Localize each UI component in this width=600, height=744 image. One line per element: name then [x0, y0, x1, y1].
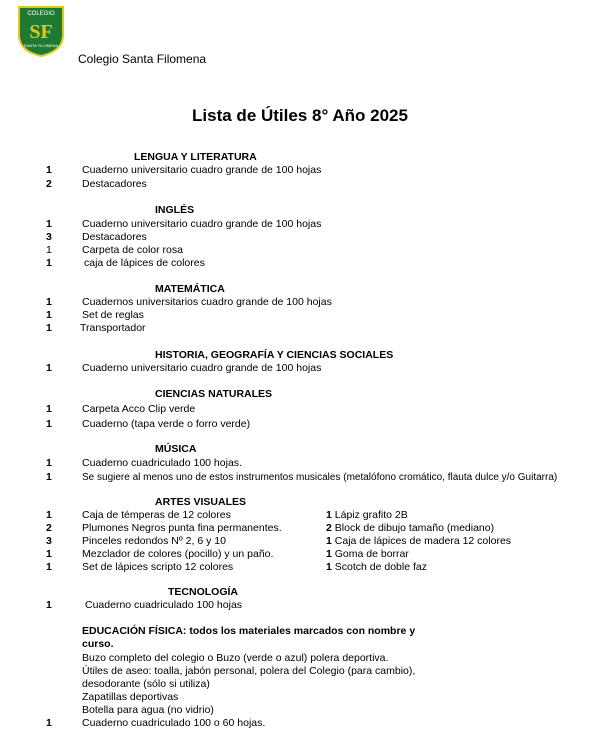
section-heading-ingles: INGLÉS	[155, 204, 195, 216]
list-item	[0, 717, 600, 730]
item-text: Caja de lápices de madera 12 colores	[334, 535, 512, 547]
logo-text-top: COLEGIO	[27, 11, 55, 17]
list-item	[0, 457, 600, 470]
page-title: Lista de Útiles 8° Año 2025	[192, 106, 408, 125]
item-qty: 1	[326, 548, 332, 560]
list-item	[0, 309, 600, 322]
item-text: Cuaderno cuadriculado 100 hojas	[85, 599, 243, 611]
section-heading-artes: ARTES VISUALES	[155, 496, 247, 508]
item-col2	[326, 535, 511, 548]
item-qty: 1	[326, 509, 332, 521]
list-item	[0, 322, 600, 335]
item-text: Pinceles redondos Nº 2, 6 y 10	[82, 535, 226, 547]
item-text: Se sugiere al menos uno de estos instrumentos musicales (metalófono cromático, flauta dulce y/o Guitarra)	[82, 472, 558, 483]
list-item	[0, 418, 600, 431]
item-qty: 1	[46, 164, 52, 176]
item-text: Lápiz grafito 2B	[334, 509, 408, 521]
item-qty: 3	[46, 231, 52, 243]
section-heading-matematica: MATEMÁTICA	[155, 283, 225, 295]
list-item	[0, 561, 600, 574]
item-text: Mezclador de colores (pocillo) y un paño.	[82, 548, 274, 560]
item-col2	[326, 561, 427, 574]
item-text: Cuaderno cuadriculado 100 o 60 hojas.	[82, 717, 266, 729]
section-heading-musica: MÚSICA	[155, 443, 197, 455]
list-item	[0, 244, 600, 257]
item-qty: 1	[46, 717, 52, 729]
item-text: Set de lápices scripto 12 colores	[82, 561, 234, 573]
item-qty: 3	[46, 535, 52, 547]
item-qty: 1	[46, 457, 52, 469]
item-text: Carpeta de color rosa	[82, 244, 183, 256]
section-heading-educacion-fisica: EDUCACIÓN FÍSICA: todos los materiales marcados con nombre y curso.	[82, 625, 416, 650]
list-item	[0, 599, 600, 612]
logo-letters: SF	[29, 21, 53, 43]
school-logo	[17, 5, 65, 57]
list-item	[0, 178, 600, 191]
pe-line: desodorante (sólo si utiliza)	[82, 678, 210, 690]
list-item	[0, 218, 600, 231]
item-col2	[326, 509, 408, 522]
pe-line: Botella para agua (no vidrio)	[82, 704, 214, 716]
item-text: Cuaderno universitario cuadro grande de 100 hojas	[82, 218, 322, 230]
item-text: Cuadernos universitarios cuadro grande de 100 hojas	[82, 296, 332, 308]
item-text: Cuaderno (tapa verde o forro verde)	[82, 418, 251, 430]
item-qty: 1	[46, 362, 52, 374]
item-text: Carpeta Acco Clip verde	[82, 403, 196, 415]
pe-line: Zapatillas deportivas	[82, 691, 179, 703]
item-qty: 1	[46, 257, 52, 269]
item-col2	[326, 522, 494, 535]
item-col2	[326, 548, 409, 561]
section-heading-tecnologia: TECNOLOGÍA	[168, 586, 238, 598]
item-text: Goma de borrar	[334, 548, 409, 560]
item-text: Destacadores	[82, 231, 147, 243]
item-qty: 1	[46, 244, 52, 256]
item-text: Caja de témperas de 12 colores	[82, 509, 231, 521]
list-item	[0, 522, 600, 535]
item-qty: 1	[46, 509, 52, 521]
list-item	[0, 257, 600, 270]
item-qty: 1	[46, 548, 52, 560]
item-text: Cuaderno universitario cuadro grande de 100 hojas	[82, 362, 322, 374]
list-item	[0, 231, 600, 244]
list-item	[0, 471, 600, 484]
item-qty: 1	[326, 535, 332, 547]
item-qty: 1	[46, 561, 52, 573]
item-text: caja de lápices de colores	[84, 257, 205, 269]
item-qty: 1	[46, 471, 52, 483]
item-text: Scotch de doble faz	[334, 561, 427, 573]
list-item	[0, 548, 600, 561]
list-item	[0, 509, 600, 522]
item-qty: 2	[46, 522, 52, 534]
item-text: Cuaderno cuadriculado 100 hojas.	[82, 457, 242, 469]
section-heading-ciencias: CIENCIAS NATURALES	[155, 388, 273, 400]
section-heading-lengua: LENGUA Y LITERATURA	[134, 151, 257, 163]
item-qty: 1	[46, 309, 52, 321]
school-name: Colegio Santa Filomena	[78, 52, 207, 66]
item-text: Destacadores	[82, 178, 147, 190]
list-item	[0, 362, 600, 375]
pe-line: Buzo completo del colegio o Buzo (verde o azul) polera deportiva.	[82, 652, 389, 664]
item-text: Block de dibujo tamaño (mediano)	[334, 522, 495, 534]
section-heading-historia: HISTORIA, GEOGRAFÍA Y CIENCIAS SOCIALES	[155, 349, 394, 361]
item-qty: 2	[326, 522, 332, 534]
item-qty: 1	[46, 418, 52, 430]
item-qty: 1	[326, 561, 332, 573]
item-qty: 2	[46, 178, 52, 190]
item-qty: 1	[46, 599, 52, 611]
item-qty: 1	[46, 403, 52, 415]
logo-text-bottom: SANTA FILOMENA	[23, 43, 59, 48]
item-text: Plumones Negros punta fina permanentes.	[82, 522, 282, 534]
list-item	[0, 296, 600, 309]
item-text: Cuaderno universitario cuadro grande de 100 hojas	[82, 164, 322, 176]
item-text: Set de reglas	[82, 309, 144, 321]
list-item	[0, 403, 600, 416]
pe-line: Útiles de aseo: toalla, jabón personal, polera del Colegio (para cambio),	[82, 665, 416, 677]
item-qty: 1	[46, 218, 52, 230]
item-qty: 1	[46, 296, 52, 308]
item-qty: 1	[46, 322, 52, 334]
list-item	[0, 535, 600, 548]
item-text: Transportador	[80, 322, 146, 334]
list-item	[0, 164, 600, 177]
